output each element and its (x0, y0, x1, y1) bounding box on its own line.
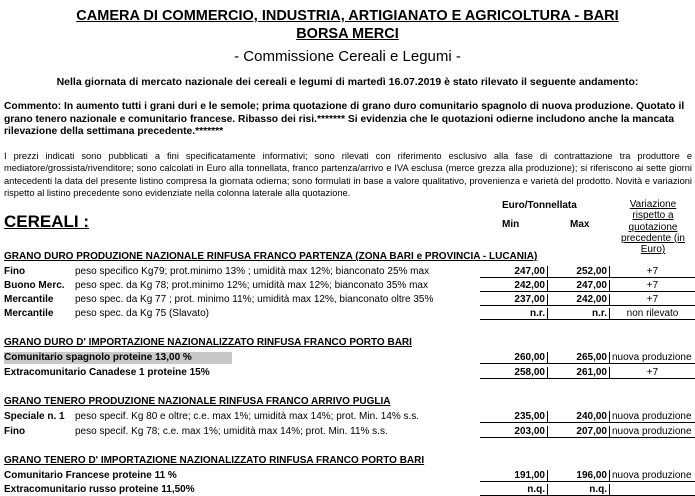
table-row (0, 484, 695, 496)
category-heading: CEREALI : (4, 212, 89, 231)
row-spec: peso specif. Kg 80 e oltre; c.e. max 1%; umidità max 14%; prot. Min. 14% s.s. (75, 411, 420, 422)
row-max: 196,00 (548, 470, 610, 482)
row-min: 191,00 (480, 470, 548, 482)
row-max: 252,00 (548, 266, 610, 278)
row-max: 261,00 (548, 367, 610, 379)
table-row (0, 294, 695, 306)
row-variation: nuova produzione (610, 352, 695, 364)
section-title: GRANO DURO D' IMPORTAZIONE NAZIONALIZZATO RINFUSA FRANCO PORTO BARI (4, 337, 412, 348)
section-title: GRANO TENERO PRODUZIONE NAZIONALE RINFUSA FRANCO ARRIVO PUGLIA (4, 396, 391, 407)
row-label: Mercantile (4, 308, 54, 319)
table-row (0, 411, 695, 423)
row-label: Speciale n. 1 (4, 411, 65, 422)
row-variation: nuova produzione (610, 426, 695, 438)
table-row (0, 352, 695, 364)
row-label: Extracomunitario russo proteine 11,50% (4, 484, 195, 495)
row-max: 240,00 (548, 411, 610, 423)
variation-header: Variazione rispetto a quotazione precedente (in Euro) (621, 199, 685, 256)
row-label: Extracomunitario Canadese 1 proteine 15% (4, 367, 210, 378)
row-spec: peso specifico Kg79; prot.minimo 13% ; umidità max 12%; bianconato 25% max (75, 266, 430, 277)
section-title: GRANO DURO PRODUZIONE NAZIONALE RINFUSA FRANCO PARTENZA (ZONA BARI e PROVINCIA - LUCANIA) (4, 251, 538, 262)
document-subtitle-borsa: BORSA MERCI (296, 26, 399, 42)
row-variation: +7 (610, 266, 695, 278)
row-min: 235,00 (480, 411, 548, 423)
row-variation: nuova produzione (610, 470, 695, 482)
max-header: Max (570, 219, 590, 230)
row-min: 237,00 (480, 294, 548, 306)
row-min: 260,00 (480, 352, 548, 364)
row-variation: +7 (610, 294, 695, 306)
row-min: 203,00 (480, 426, 548, 438)
row-label: Comunitario Francese proteine 11 % (4, 470, 177, 481)
row-spec: peso spec. da Kg 75 (Slavato) (75, 308, 209, 319)
min-header: Min (502, 219, 520, 230)
table-row (0, 266, 695, 278)
row-max: n.q. (548, 484, 610, 496)
row-min: n.q. (480, 484, 548, 496)
row-variation (610, 484, 695, 496)
row-variation: +7 (610, 280, 695, 292)
table-row (0, 470, 695, 482)
commission-name: - Commissione Cereali e Legumi - (234, 48, 461, 65)
row-label: Fino (4, 266, 26, 277)
row-label: Fino (4, 426, 26, 437)
market-intro: Nella giornata di mercato nazionale dei cereali e legumi di martedì 16.07.2019 è stato rilevato il seguente andamento: (56, 76, 639, 88)
market-comment: Commento: In aumento tutti i grani duri e le semole; prima quotazione di grano duro comunitario spagnolo di nuova produzione. Quotato il grano tenero nazionale e comunitario francese. Ribasso dei risi.******* Si evidenzia che le quotazioni odierne includono anche la mancata rilevazione della settimana precedente.******* (4, 101, 685, 137)
row-label: Buono Merc. (4, 280, 65, 291)
row-min: 242,00 (480, 280, 548, 292)
row-max: 265,00 (548, 352, 610, 364)
row-variation: +7 (610, 367, 695, 379)
row-max: 207,00 (548, 426, 610, 438)
row-label: Comunitario spagnolo proteine 13,00 % (4, 352, 232, 364)
table-row (0, 426, 695, 438)
section-title: GRANO TENERO D' IMPORTAZIONE NAZIONALIZZATO RINFUSA FRANCO PORTO BARI (4, 455, 425, 466)
row-max: 242,00 (548, 294, 610, 306)
price-notice: I prezzi indicati sono pubblicati a fini specificatamente informativi; sono rilevati con riferimento esclusivo alla fase di contrattazione tra produttore e mediatore/grossista/rivenditore; sono calcolati in Euro alla tonnellata, franco partenza/arrivo e IVA esclusa (merce grezza alla produzione); si riferiscono ai sette giorni antecedenti la data del presente listino compresa la giornata odierna; sono formulati in base a valore qualitativo, provenienza e varietà del prodotto. Novità e variazioni rispetto al listino precedente sono evidenziate nella colonna laterale alla quotazione. (4, 151, 692, 199)
row-spec: peso spec. da Kg 78; prot.minimo 12%; umidità max 12%; bianconato 35% max (75, 280, 428, 291)
row-variation: nuova produzione (610, 411, 695, 423)
table-row (0, 280, 695, 292)
row-max: n.r. (548, 308, 610, 320)
table-row (0, 308, 695, 320)
row-label: Mercantile (4, 294, 54, 305)
table-row (0, 367, 695, 379)
row-spec: peso specif. Kg 78; c.e. max 1%; umidità max 14%; prot. Min. 11% s.s. (75, 426, 388, 437)
row-min: n.r. (480, 308, 548, 320)
document-title: CAMERA DI COMMERCIO, INDUSTRIA, ARTIGIANATO E AGRICOLTURA - BARI (76, 8, 619, 24)
row-spec: peso spec. da Kg 77 ; prot. minimo 11%; umidità max 12%, bianconato oltre 35% (75, 294, 434, 305)
row-variation: non rilevato (610, 308, 695, 320)
row-min: 247,00 (480, 266, 548, 278)
row-min: 258,00 (480, 367, 548, 379)
row-max: 247,00 (548, 280, 610, 292)
unit-header: Euro/Tonnellata (502, 200, 577, 211)
